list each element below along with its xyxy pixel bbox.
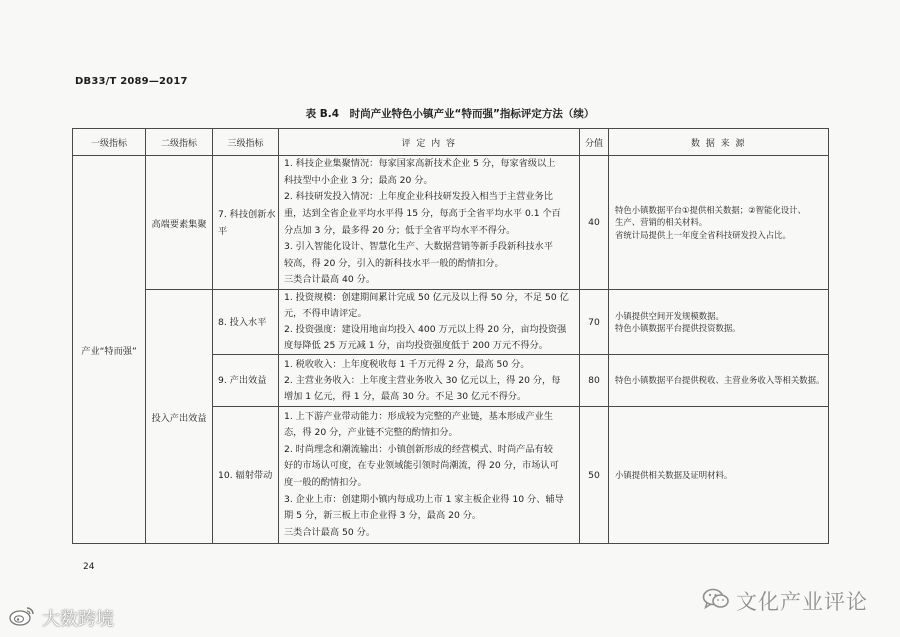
source-line: 小镇提供空间开发规模数据。 [615,310,724,321]
criteria-line: 2. 投资强度：建设用地亩均投入 400 万元以上得 20 分，亩均投资强 [284,324,567,335]
criteria-line: 1. 科技企业集聚情况：每家国家高新技术企业 5 分，每家省级以上 [284,158,556,170]
criteria-cell [279,355,580,407]
table-header-row [73,129,829,156]
criteria-line: 期 5 分，新三板上市企业得 3 分，最高 20 分。 [284,510,482,522]
table-row [73,156,829,290]
level3-indicator: 7. 科技创新水平 [213,156,279,290]
criteria-cell [279,156,580,290]
level2-indicator: 投入产出效益 [146,290,213,544]
criteria-line: 2. 时尚理念和潮流输出：小镇创新形成的经营模式、时尚产品有较 [284,443,553,455]
criteria-line: 好的市场认可度，在专业领域能引领时尚潮流，得 20 分，市场认可 [284,460,559,472]
level3-indicator: 8. 投入水平 [213,290,279,355]
criteria-line: 1. 税收收入：上年度税收每 1 千万元得 2 分，最高 50 分。 [284,358,530,370]
score-cell: 80 [580,355,609,407]
criteria-line: 元，不得申请评定。 [284,308,367,319]
table-row [73,290,829,355]
criteria-line: 度每降低 25 万元减 1 分，亩均投资强度低于 200 万元不得分。 [284,340,548,351]
source-cell [609,407,829,544]
source-line: 小镇提供相关数据及证明材料。 [615,469,733,480]
criteria-line: 三类合计最高 50 分。 [284,526,376,538]
level3-indicator: 10. 辐射带动 [213,407,279,544]
criteria-line: 2. 科技研发投入情况：上年度企业科技研发投入相当于主营业务比 [284,191,553,203]
criteria-line: 较高，得 20 分，引入的新科技水平一般的酌情扣分。 [284,257,504,269]
criteria-line: 2. 主营业务收入：上年度主营业务收入 30 亿元以上，得 20 分，每 [284,374,561,386]
page-number: 24 [83,562,95,572]
criteria-line: 增加 1 亿元，得 1 分，最高 30 分。不足 30 亿元不得分。 [284,390,527,402]
criteria-cell [279,407,580,544]
criteria-line: 度一般的酌情扣分。 [284,477,367,488]
criteria-line: 1. 投资规模：创建期间累计完成 50 亿元及以上得 50 分，不足 50 亿 [284,292,569,303]
source-line: 生产、营销的相关材料。 [615,217,708,228]
weibo-icon [8,604,36,632]
header-level2: 二级指标 [146,129,213,156]
criteria-line: 1. 上下游产业带动能力：形成较为完整的产业链，基本形成产业生 [284,410,553,422]
level1-indicator: 产业“特而强” [73,156,146,544]
header-criteria: 评 定 内 容 [279,129,580,156]
document-code: DB33/T 2089—2017 [75,76,188,87]
score-cell: 70 [580,290,609,355]
criteria-line: 科技型中小企业 3 分；最高 20 分。 [284,174,433,186]
watermark-left [8,604,114,632]
criteria-cell [279,290,580,355]
source-cell [609,355,829,407]
criteria-line: 分点加 3 分，最多得 20 分；低于全省平均水平不得分。 [284,224,516,236]
score-cell: 40 [580,156,609,290]
header-level1: 一级指标 [73,129,146,156]
score-cell: 50 [580,407,609,544]
header-score: 分值 [580,129,609,156]
criteria-line: 3. 引入智能化设计、智慧化生产、大数据营销等新手段新科技水平 [284,241,553,253]
criteria-line: 重，达到全省企业平均水平得 15 分，每高于全省平均水平 0.1 个百 [284,207,561,219]
watermark-right [702,586,868,616]
wechat-icon [702,587,730,615]
watermark-right-text: 文化产业评论 [736,590,868,614]
level3-indicator: 9. 产出效益 [213,355,279,407]
header-level3: 三级指标 [213,129,279,156]
header-source: 数 据 来 源 [609,129,829,156]
criteria-line: 态，得 20 分，产业链不完整的酌情扣分。 [284,427,458,439]
watermark-left-text: 大数跨境 [42,609,114,630]
level2-indicator: 高端要素集聚 [146,156,213,290]
indicator-table [72,128,829,544]
source-line: 省统计局提供上一年度全省科技研发投入占比。 [615,229,791,240]
criteria-line: 3. 企业上市：创建期小镇内每成功上市 1 家主板企业得 10 分、辅导 [284,493,564,505]
criteria-line: 三类合计最高 40 分。 [284,274,376,286]
source-line: 特色小镇数据平台提供税收、主营业务收入等相关数据。 [615,375,825,386]
table-title: 表 B.4 时尚产业特色小镇产业“特而强”指标评定方法（续） [305,108,595,120]
source-line: 特色小镇数据平台①提供相关数据；②智能化设计、 [615,204,806,215]
source-cell [609,290,829,355]
source-cell [609,156,829,290]
source-line: 特色小镇数据平台提供投资数据。 [615,323,741,333]
